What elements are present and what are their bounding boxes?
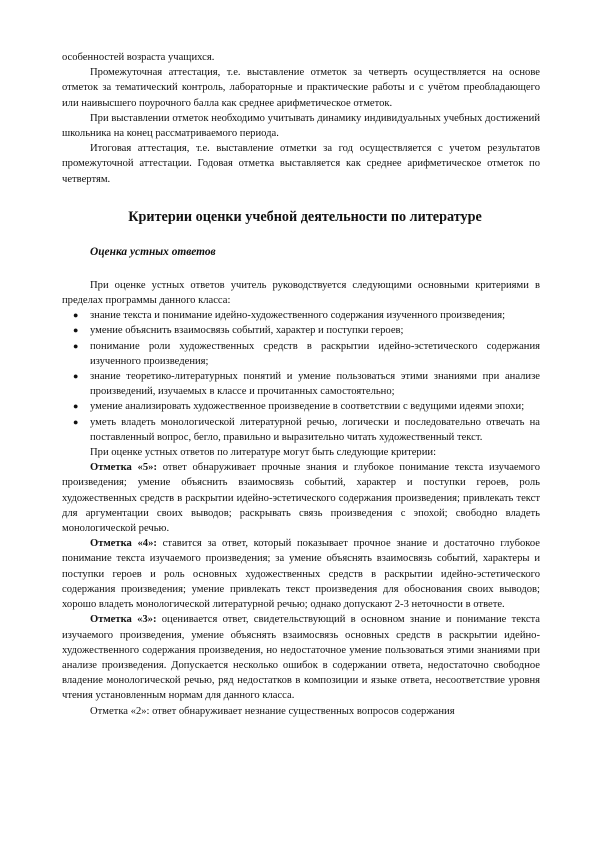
spacer: [62, 260, 540, 278]
list-item: [73, 369, 540, 399]
intro-paragraph-4: Итоговая аттестация, т.е. выставление отметки за год осуществляется с учетом результатов промежуточной аттестации. Годовая отметка выставляется как среднее арифметическое отметок по четвертям.: [62, 143, 540, 185]
list-item: [73, 415, 540, 445]
bullet-icon: ●: [73, 340, 79, 351]
list-item-text: знание текста и понимание идейно-художественного содержания изученного произведения;: [90, 310, 506, 322]
criteria-intro: При оценке устных ответов учитель руководствуется следующими основными критериями в пределах программы данного класса:: [62, 279, 540, 307]
list-item-text: уметь владеть монологической литературной речью, логически и последовательно отвечать на поставленный вопрос, бегло, правильно и выразительно читать художественный текст.: [90, 416, 540, 443]
list-item-text: понимание роли художественных средств в раскрытии идейно-эстетического содержания изученного произведения;: [90, 340, 540, 367]
page-content: [62, 50, 540, 719]
criteria-lead: При оценке устных ответов по литературе могут быть следующие критерии:: [90, 447, 437, 459]
grade-3-label: Отметка «3»:: [90, 614, 157, 626]
intro-paragraph-1: особенностей возраста учащихся.: [62, 52, 215, 63]
grade-3-text: оценивается ответ, свидетельствующий в основном знание и понимание текста изучаемого произведения, умение объяснять взаимосвязь основных средств в раскрытии идейно-художественного содержания произведения, но недостаточное умение пользоваться этими знаниями при анализе произведения. Допускается несколько ошибок в содержании ответа, недостаточно свободное владение монологической речью, ряд недостатков в композиции и языке ответа, несоответствие уровня чтения установленным нормам для данного класса.: [62, 614, 540, 702]
list-item: [73, 399, 540, 414]
criteria-list: [62, 308, 540, 445]
list-item: [73, 308, 540, 323]
bullet-icon: ●: [73, 416, 79, 427]
section-title: Критерии оценки учебной деятельности по литературе: [128, 208, 482, 225]
list-item-text: умение объяснить взаимосвязь событий, характер и поступки героев;: [90, 325, 404, 337]
grade-4-text: ставится за ответ, который показывает прочное знание и достаточно глубокое понимание текста изучаемого произведения; за умение объяснять взаимосвязь событий, характеры и поступки героев и роль основных художественных средств в раскрытии идейно-эстетического содержания произведения; умение привлекать текст произведения для обоснования своих выводов; хорошо владеть монологической литературной речью; однако допускают 2-3 неточности в ответе.: [62, 538, 541, 611]
grade-4-label: Отметка «4»:: [90, 538, 157, 550]
list-item-text: умение анализировать художественное произведение в соответствии с ведущими идеями эпохи;: [90, 401, 525, 413]
list-item-text: знание теоретико-литературных понятий и умение пользоваться этими знаниями при анализе произведений, изучаемых в классе и прочитанных самостоятельно;: [90, 371, 540, 398]
bullet-icon: ●: [73, 325, 79, 336]
intro-paragraph-3: При выставлении отметок необходимо учитывать динамику индивидуальных учебных достижений школьника на конец рассматриваемого периода.: [62, 112, 540, 140]
intro-paragraph-2: Промежуточная аттестация, т.е. выставление отметок за четверть осуществляется на основе отметок за тематический контроль, лабораторные и практические работы и с учётом преобладающего или наивысшего поурочного балла как среднее арифметическое отметок.: [62, 67, 540, 109]
section-subtitle: Оценка устных ответов: [90, 245, 216, 258]
grade-2-paragraph: Отметка «2»: ответ обнаруживает незнание существенных вопросов содержания: [90, 705, 455, 717]
grade-5-paragraph: [62, 460, 540, 536]
grade-3-paragraph: [62, 612, 540, 703]
grade-4-paragraph: [62, 536, 540, 612]
bullet-icon: ●: [73, 401, 79, 412]
grade-5-text: ответ обнаруживает прочные знания и глубокое понимание текста изучаемого произведения; умение объяснить взаимосвязь событий, характер и поступки героев, роль художественных средств в раскрытии идейно-эстетического содержания произведения; привлекать текст для аргументации своих выводов; раскрывать связь произведения с эпохой; свободно владеть монологической речью.: [62, 462, 540, 535]
bullet-icon: ●: [73, 310, 79, 321]
list-item: [73, 323, 540, 338]
list-item: [73, 339, 540, 369]
bullet-icon: ●: [73, 371, 79, 382]
grade-5-label: Отметка «5»:: [90, 462, 157, 474]
